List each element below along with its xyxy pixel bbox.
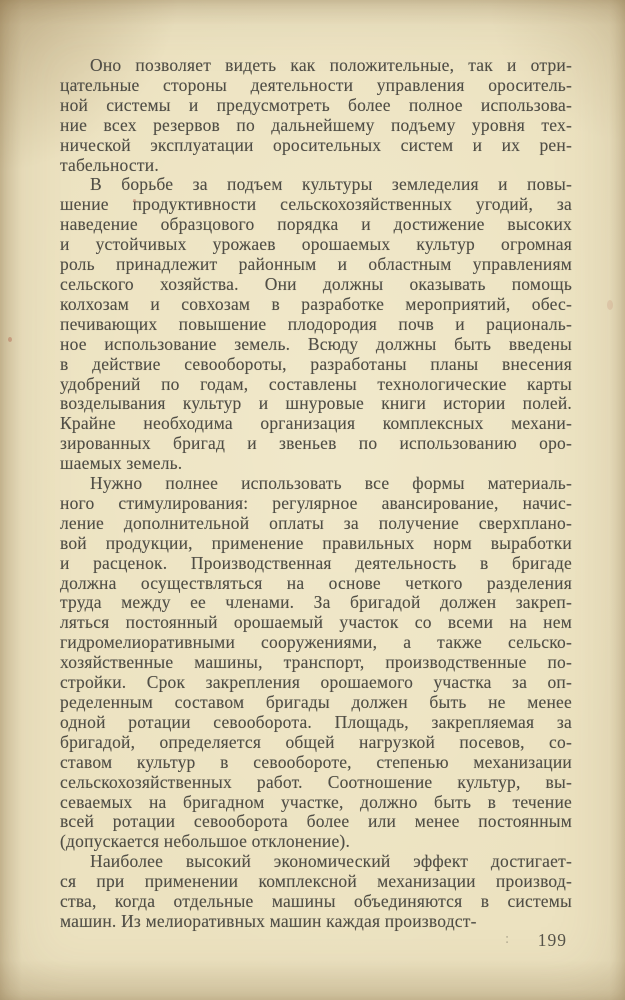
paper-speck [96,520,100,523]
paragraph [60,175,572,474]
text-line: машин. Из мелиоративных машин каждая производст- [60,910,477,931]
text-line: труда между ее членами. За бригадой должен закреп- [60,592,572,613]
text-line: цательные стороны деятельности управления ороситель- [60,74,572,95]
text-line: сельского хозяйства. Они должны оказывать помощь [60,273,572,294]
page-text [60,56,572,932]
text-line: хозяйственные машины, транспорт, производственные по- [60,652,572,673]
text-line: зированных бригад и звеньев по использованию оро- [60,433,572,454]
paper-speck [180,885,183,889]
text-line: (допускается небольшое отклонение). [60,831,351,852]
text-line: печивающих повышение плодородия почв и рациональ- [60,313,572,334]
text-line: ние всех резервов по дальнейшему подъему уровня тех- [60,114,572,135]
text-line: нической эксплуатации оросительных систем и их рен- [60,134,572,155]
text-line: ление дополнительной оплаты за получение сверхплано- [60,512,572,533]
page-footer [60,930,572,950]
text-line: удобрений по годам, составлены технологические карты [60,373,572,394]
page-number: 199 [537,930,567,950]
text-line: ляться постоянный орошаемый участок со всеми на нем [60,612,572,633]
text-line: ся при применении комплексной механизации производ- [60,871,572,892]
text-line: и устойчивых урожаев орошаемых культур огромная [60,234,572,255]
text-line: бригадой, определяется общей нагрузкой посевов, со- [60,731,572,752]
paper-speck [607,300,613,310]
paragraph [60,474,572,852]
text-line: В борьбе за подъем культуры земледелия и повы- [90,174,572,195]
text-line: гидромелиоративными сооружениями, а также сельско- [60,632,572,653]
paragraph [60,56,572,175]
text-line: колхозам и совхозам в разработке мероприятий, обес- [60,293,572,314]
text-line: ное использование земель. Всюду должны быть введены [60,333,572,354]
text-line: ной системы и предусмотреть более полное использова- [60,94,572,115]
text-line: должна осуществляться на основе четкого разделения [60,572,572,593]
text-line: ного стимулирования: регулярное авансирование, начис- [60,492,572,513]
text-line: севаемых на бригадном участке, должно быть в течение [60,791,572,812]
text-line: возделывания культур и шнуровые книги истории полей. [60,393,572,414]
text-line: Нужно полнее использовать все формы материаль- [90,473,572,494]
paper-speck [133,199,136,202]
text-line: всей ротации севооборота более или менее постоянным [60,811,572,832]
text-line: роль принадлежит районным и областным управлениям [60,254,572,275]
text-line: сельскохозяйственных работ. Соотношение культур, вы- [60,771,572,792]
text-line: ства, когда отдельные машины объединяются в системы [60,891,572,912]
text-line: стройки. Срок закрепления орошаемого участка за оп- [60,672,572,693]
text-line: Крайне необходима организация комплексных механи- [60,413,572,434]
paragraph [60,852,572,932]
text-line: одной ротации севооборота. Площадь, закрепляемая за [60,711,572,732]
text-line: наведение образцового порядка и достижение высоких [60,214,572,235]
text-line: Оно позволяет видеть как положительные, так и отри- [90,55,572,75]
text-line: шение продуктивности сельскохозяйственных угодий, за [60,194,572,215]
paper-speck [8,337,12,342]
stray-ink-mark: : [505,931,510,947]
text-line: и расценок. Производственная деятельность в бригаде [60,552,572,573]
text-line: Наиболее высокий экономический эффект достигает- [90,851,572,872]
text-line: ставом культур в севообороте, степенью механизации [60,751,572,772]
text-line: табельности. [60,154,159,175]
paper-speck [280,760,283,763]
text-line: в действие севообороты, разработаны планы внесения [60,353,572,374]
text-line: вой продукции, применение правильных норм выработки [60,532,572,553]
text-line: ределенным составом бригады должен быть не менее [60,692,572,712]
text-line: шаемых земель. [60,453,183,474]
paper-speck [512,120,515,123]
